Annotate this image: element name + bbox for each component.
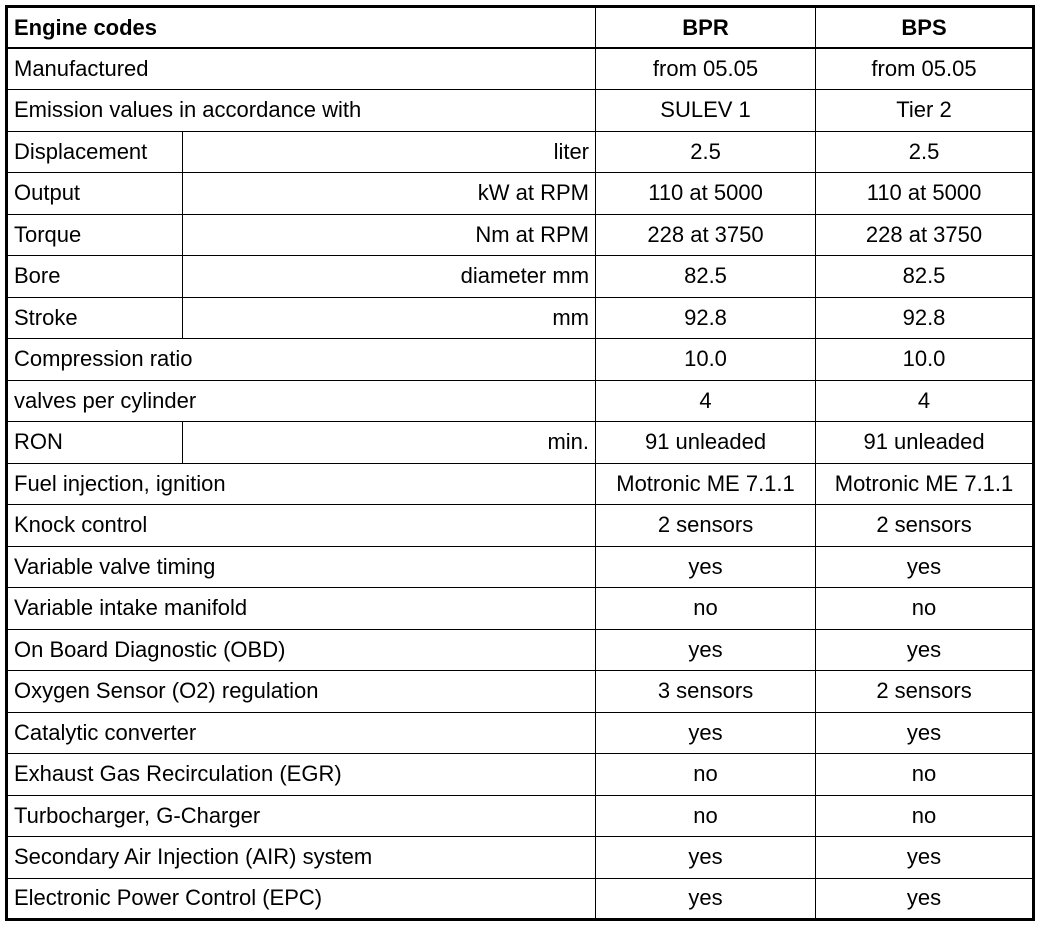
spec-row [7,48,1034,90]
spec-value-bpr: 2.5 [596,131,816,173]
spec-value-bpr: yes [596,712,816,754]
spec-value-bps: no [816,754,1034,796]
spec-label: Exhaust Gas Recirculation (EGR) [7,754,596,796]
spec-label: Compression ratio [7,339,596,381]
spec-label: Oxygen Sensor (O2) regulation [7,671,596,713]
spec-unit: Nm at RPM [183,214,596,256]
spec-value-bps: yes [816,712,1034,754]
spec-value-bps: from 05.05 [816,48,1034,90]
spec-value-bps: 91 unleaded [816,422,1034,464]
spec-row [7,629,1034,671]
spec-row [7,588,1034,630]
spec-value-bpr: from 05.05 [596,48,816,90]
spec-value-bpr: 82.5 [596,256,816,298]
spec-value-bps: 2 sensors [816,671,1034,713]
spec-row [7,297,1034,339]
spec-value-bpr: 92.8 [596,297,816,339]
spec-label: Manufactured [7,48,596,90]
spec-value-bpr: 4 [596,380,816,422]
spec-row [7,505,1034,547]
spec-row [7,671,1034,713]
spec-value-bpr: no [596,588,816,630]
spec-label: Secondary Air Injection (AIR) system [7,837,596,879]
spec-row [7,795,1034,837]
spec-value-bpr: Motronic ME 7.1.1 [596,463,816,505]
spec-row [7,837,1034,879]
spec-row [7,546,1034,588]
spec-row [7,754,1034,796]
spec-value-bps: no [816,588,1034,630]
spec-label: Knock control [7,505,596,547]
spec-label: On Board Diagnostic (OBD) [7,629,596,671]
spec-label: Catalytic converter [7,712,596,754]
spec-label: Displacement [7,131,183,173]
engine-spec-table-body [7,7,1034,920]
spec-label: Output [7,173,183,215]
spec-row [7,214,1034,256]
spec-row [7,131,1034,173]
spec-value-bpr: 110 at 5000 [596,173,816,215]
spec-value-bps: yes [816,629,1034,671]
engine-code-bps: BPS [816,7,1034,49]
spec-value-bpr: 228 at 3750 [596,214,816,256]
spec-value-bps: 92.8 [816,297,1034,339]
spec-value-bps: Tier 2 [816,90,1034,132]
spec-value-bpr: 10.0 [596,339,816,381]
spec-value-bpr: 91 unleaded [596,422,816,464]
spec-row [7,256,1034,298]
spec-value-bps: 110 at 5000 [816,173,1034,215]
spec-row [7,173,1034,215]
engine-code-bpr: BPR [596,7,816,49]
spec-value-bpr: yes [596,837,816,879]
spec-value-bps: 2 sensors [816,505,1034,547]
spec-label: Variable intake manifold [7,588,596,630]
spec-row [7,339,1034,381]
spec-value-bpr: 3 sensors [596,671,816,713]
engine-codes-label: Engine codes [7,7,596,49]
spec-label: Stroke [7,297,183,339]
header-row [7,7,1034,49]
spec-row [7,878,1034,920]
engine-spec-table [5,5,1035,921]
spec-value-bpr: yes [596,546,816,588]
spec-label: Emission values in accordance with [7,90,596,132]
spec-label: Electronic Power Control (EPC) [7,878,596,920]
spec-unit: liter [183,131,596,173]
spec-label: Torque [7,214,183,256]
spec-value-bpr: yes [596,629,816,671]
spec-label: valves per cylinder [7,380,596,422]
spec-row [7,422,1034,464]
spec-value-bps: 82.5 [816,256,1034,298]
spec-label: RON [7,422,183,464]
spec-value-bps: 2.5 [816,131,1034,173]
spec-label: Variable valve timing [7,546,596,588]
spec-value-bps: yes [816,878,1034,920]
spec-row [7,712,1034,754]
spec-row [7,463,1034,505]
spec-unit: kW at RPM [183,173,596,215]
spec-value-bps: no [816,795,1034,837]
spec-row [7,90,1034,132]
spec-value-bps: 10.0 [816,339,1034,381]
spec-value-bps: yes [816,837,1034,879]
spec-unit: min. [183,422,596,464]
spec-unit: mm [183,297,596,339]
spec-value-bpr: 2 sensors [596,505,816,547]
spec-value-bpr: yes [596,878,816,920]
spec-row [7,380,1034,422]
spec-value-bpr: no [596,754,816,796]
spec-value-bps: 228 at 3750 [816,214,1034,256]
spec-label: Turbocharger, G-Charger [7,795,596,837]
spec-value-bps: yes [816,546,1034,588]
spec-label: Fuel injection, ignition [7,463,596,505]
spec-value-bps: 4 [816,380,1034,422]
spec-value-bpr: SULEV 1 [596,90,816,132]
spec-value-bpr: no [596,795,816,837]
spec-label: Bore [7,256,183,298]
spec-value-bps: Motronic ME 7.1.1 [816,463,1034,505]
spec-unit: diameter mm [183,256,596,298]
